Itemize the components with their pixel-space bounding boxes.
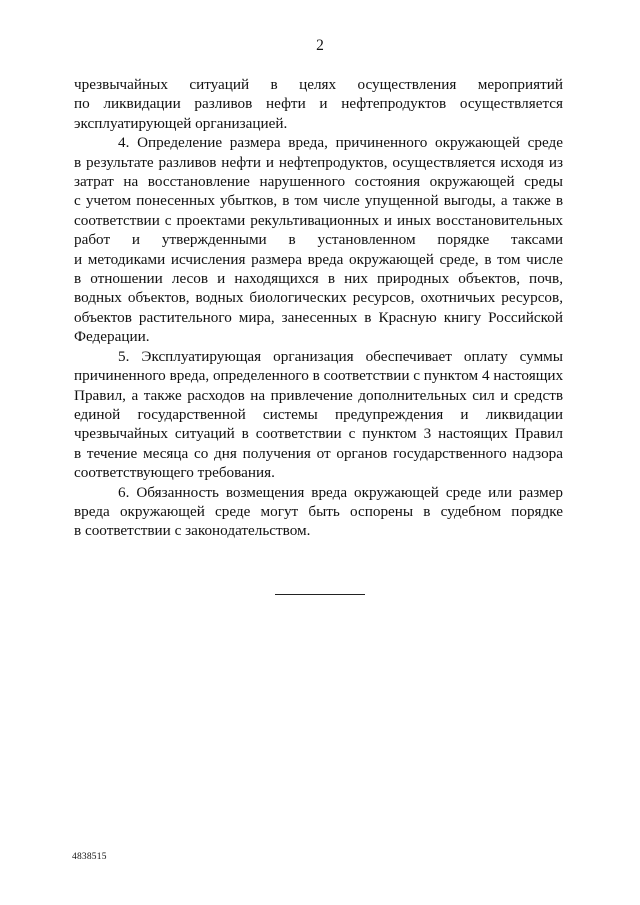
text-line: объектов растительного мира, занесенных в Красную книгу Российской: [74, 308, 563, 326]
text-line: соответствующего требования.: [74, 464, 275, 482]
paragraph-item-4: [74, 133, 563, 346]
text-line: 4. Определение размера вреда, причиненного окружающей среде: [118, 134, 563, 152]
text-line: эксплуатирующей организацией.: [74, 114, 288, 132]
paragraph-continuation: [74, 75, 563, 133]
paragraph-item-5: [74, 347, 563, 483]
text-line: работ и утвержденными в установленном порядке таксами: [74, 231, 563, 249]
document-body: [74, 75, 563, 541]
text-line: в отношении лесов и находящихся в них природных объектов, почв,: [74, 270, 563, 288]
text-line: 5. Эксплуатирующая организация обеспечивает оплату суммы: [118, 347, 563, 365]
text-line: причиненного вреда, определенного в соответствии с пунктом 4 настоящих: [74, 367, 564, 385]
text-line: водных объектов, водных биологических ресурсов, охотничьих ресурсов,: [74, 289, 563, 307]
text-line: по ликвидации разливов нефти и нефтепродуктов осуществляется: [74, 95, 563, 113]
page-number: 2: [316, 37, 324, 54]
document-id: 4838515: [72, 852, 107, 862]
text-line: единой государственной системы предупреждения и ликвидации: [74, 405, 563, 423]
text-line: соответствии с проектами рекультивационных и иных восстановительных: [74, 211, 563, 229]
text-line: 6. Обязанность возмещения вреда окружающей среде или размер: [118, 483, 563, 501]
text-line: чрезвычайных ситуаций в соответствии с пунктом 3 настоящих Правил: [74, 425, 563, 443]
text-line: затрат на восстановление нарушенного состояния окружающей среды: [74, 173, 563, 191]
paragraph-item-6: [74, 483, 563, 541]
text-line: в течение месяца со дня получения от органов государственного надзора: [74, 444, 563, 462]
text-line: Федерации.: [74, 328, 150, 346]
text-line: вреда окружающей среде могут быть оспорены в судебном порядке: [74, 502, 563, 520]
text-line: Правил, а также расходов на привлечение дополнительных сил и средств: [74, 386, 563, 404]
text-line: и методиками исчисления размера вреда окружающей среде, в том числе: [74, 250, 563, 268]
text-line: с учетом понесенных убытков, в том числе упущенной выгоды, а также в: [74, 192, 563, 210]
closing-divider: [275, 594, 365, 595]
text-line: в соответствии с законодательством.: [74, 522, 311, 540]
text-line: чрезвычайных ситуаций в целях осуществления мероприятий: [74, 76, 563, 93]
text-line: в результате разливов нефти и нефтепродуктов, осуществляется исходя из: [74, 153, 563, 171]
